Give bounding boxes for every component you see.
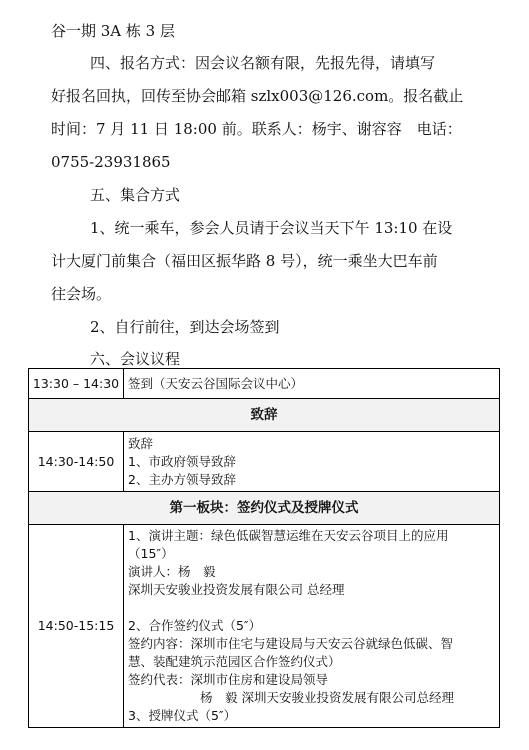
table-row <box>29 432 500 492</box>
agenda-line: 演讲人：杨 毅 <box>128 564 216 579</box>
section-heading: 第一板块：签约仪式及授牌仪式 <box>29 492 500 525</box>
agenda-line: （15″） <box>128 546 174 561</box>
agenda-line: 1、市政府领导致辞 <box>128 453 236 469</box>
agenda-line: 签约内容：深圳市住宅与建设局与天安云谷就绿色低碳、智 <box>128 636 454 651</box>
registration-line-1: 四、报名方式：因会议名额有限，先报先得，请填写 <box>90 54 436 72</box>
agenda-line: 慧、装配建筑示范园区合作签约仪式） <box>128 654 341 669</box>
agenda-line: 3、授牌仪式（5″） <box>128 708 237 723</box>
agenda-line: 2、合作签约仪式（5″） <box>128 618 262 633</box>
gather-option-2: 2、自行前往，到达会场签到 <box>90 318 280 336</box>
agenda-line: 杨 毅 深圳天安骏业投资发展有限公司总经理 <box>200 690 454 705</box>
agenda-time: 14:30-14:50 <box>29 432 124 492</box>
section-row <box>29 492 500 525</box>
registration-line-2: 好报名回执，回传至协会邮箱 szlx003@126.com。报名截止 <box>51 87 464 105</box>
table-row <box>29 369 500 399</box>
agenda-line: 1、演讲主题：绿色低碳智慧运维在天安云谷项目上的应用 <box>128 528 449 543</box>
section-heading: 致辞 <box>29 399 500 432</box>
agenda-line: 2、主办方领导致辞 <box>128 471 236 487</box>
agenda-item <box>124 525 500 728</box>
registration-line-3: 时间：7 月 11 日 18:00 前。联系人：杨宇、谢容容 电话： <box>51 120 462 138</box>
location-text: 谷一期 3A 栋 3 层 <box>51 22 175 40</box>
gather-option-1-line-1: 1、统一乘车，参会人员请于会议当天下午 13:10 在设 <box>90 219 453 237</box>
agenda-item <box>124 432 500 492</box>
registration-phone: 0755-23931865 <box>51 153 171 171</box>
gather-option-1-line-3: 往会场。 <box>51 285 112 303</box>
agenda-item: 签到（天安云谷国际会议中心） <box>124 369 500 399</box>
agenda-table <box>28 368 500 728</box>
agenda-line <box>128 599 495 617</box>
agenda-line: 签约代表：深圳市住房和建设局领导 <box>128 672 329 687</box>
agenda-line: 深圳天安骏业投资发展有限公司 总经理 <box>128 582 345 597</box>
section-row <box>29 399 500 432</box>
agenda-time: 13:30 – 14:30 <box>29 369 124 399</box>
gather-heading: 五、集合方式 <box>90 186 181 204</box>
agenda-line: 致辞 <box>128 435 154 451</box>
gather-option-1-line-2: 计大厦门前集合（福田区振华路 8 号），统一乘坐大巴车前 <box>51 252 438 270</box>
agenda-heading: 六、会议议程 <box>90 350 181 368</box>
agenda-time: 14:50-15:15 <box>29 525 124 728</box>
table-row <box>29 525 500 728</box>
